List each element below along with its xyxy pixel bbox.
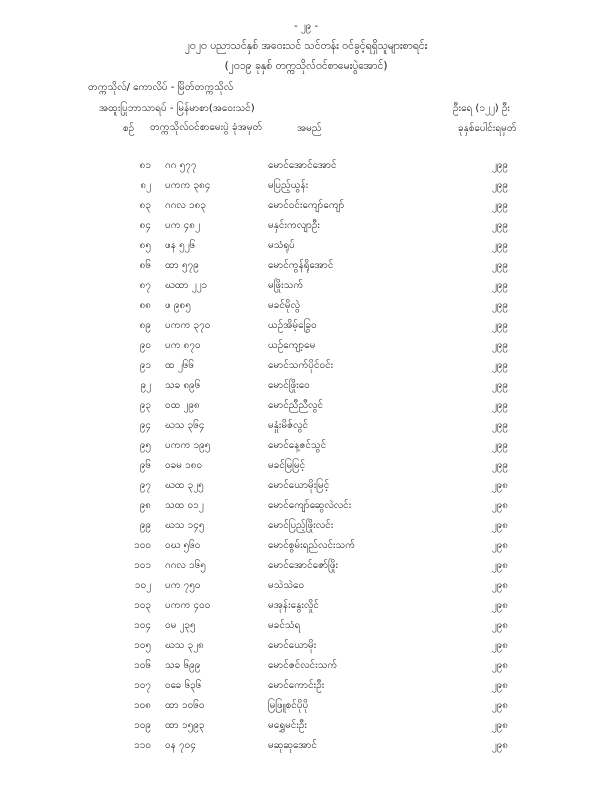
student-name: မောင်ဇင်လင်းသက် bbox=[268, 660, 338, 671]
table-row bbox=[0, 638, 612, 658]
row-number: ၁၀၃ bbox=[134, 600, 151, 611]
table-row bbox=[0, 738, 612, 758]
row-number: ၁၀၁ bbox=[134, 560, 151, 571]
table-row bbox=[0, 158, 612, 178]
roll-number: ပက ၄၈၂ bbox=[165, 220, 200, 231]
row-number: ၈၁ bbox=[139, 160, 151, 171]
student-name: မောင်ကွန်ရိုအောင် bbox=[268, 260, 334, 271]
marks: ၂၉၉ bbox=[491, 240, 508, 251]
student-name: မခင်မိုလွဲ bbox=[268, 300, 300, 311]
marks: ၂၉၈ bbox=[491, 620, 508, 631]
student-name: မဆုဆုအောင် bbox=[268, 740, 317, 751]
table-row bbox=[0, 318, 612, 338]
table-row bbox=[0, 198, 612, 218]
row-number: ၁၀၉ bbox=[134, 720, 151, 731]
marks: ၂၉၉ bbox=[491, 320, 508, 331]
table-row bbox=[0, 558, 612, 578]
student-name: မအုန်းနွေးလှိုင် bbox=[268, 600, 319, 611]
table-row bbox=[0, 338, 612, 358]
row-number: ၉၀ bbox=[139, 340, 151, 351]
student-table bbox=[0, 158, 612, 758]
student-name: မောင်နေ့ဇင်သွင် bbox=[268, 440, 327, 451]
table-row bbox=[0, 378, 612, 398]
roll-number: ဖ ၉၈၅ bbox=[165, 300, 191, 311]
table-row bbox=[0, 698, 612, 718]
table-row bbox=[0, 418, 612, 438]
table-row bbox=[0, 538, 612, 558]
marks: ၂၉၉ bbox=[491, 260, 508, 271]
roll-number: သခ ၈၉၆ bbox=[165, 380, 201, 391]
column-header-roll-number: တက္ကသိုလ်ဝင်စာမေးပွဲ ခုံအမှတ် bbox=[150, 122, 263, 133]
row-number: ၈၂ bbox=[140, 180, 151, 191]
table-row bbox=[0, 518, 612, 538]
student-name: မောင်သက်ပိုင်ဝင်း bbox=[268, 360, 334, 371]
roll-number: ဝခေ ၆၃၆ bbox=[165, 680, 202, 691]
row-number: ၁၀၈ bbox=[134, 700, 151, 711]
student-name: မသံရုပ် bbox=[268, 240, 295, 251]
roll-number: ဝမ ၂၃၅ bbox=[165, 620, 196, 631]
major-subject-label: အထူးပြုဘာသာရပ် - မြန်မာစာ(အဝေးသင်) bbox=[99, 103, 255, 114]
row-number: ၈၅ bbox=[139, 240, 151, 251]
marks: ၂၉၉ bbox=[491, 300, 508, 311]
marks: ၂၉၉ bbox=[491, 400, 508, 411]
student-name: မနှင်းကလျာဦး bbox=[268, 220, 320, 231]
table-row bbox=[0, 278, 612, 298]
marks: ၂၉၈ bbox=[491, 700, 508, 711]
row-number: ၉၂ bbox=[140, 380, 151, 391]
row-number: ၉၉ bbox=[139, 520, 151, 531]
roll-number: ဂဂလ ၁၆၅ bbox=[165, 560, 206, 571]
roll-number: ပကက ၃၈၄ bbox=[165, 180, 211, 191]
table-row bbox=[0, 398, 612, 418]
row-number: ၈၄ bbox=[139, 220, 151, 231]
student-name: မဖြိုးသက် bbox=[268, 280, 304, 291]
table-row bbox=[0, 678, 612, 698]
row-number: ၈၃ bbox=[139, 200, 151, 211]
row-number: ၉၄ bbox=[139, 420, 151, 431]
roll-number: ပကက ၄၀၀ bbox=[165, 600, 211, 611]
marks: ၂၉၈ bbox=[491, 640, 508, 651]
roll-number: ပကက ၁၉၅ bbox=[165, 440, 211, 451]
roll-number: ဂဂ ၅၇၇ bbox=[165, 160, 197, 171]
student-name: မြဖြူစင်ပိုပို bbox=[268, 700, 309, 711]
student-name: မောင်ဝင်းကျော်ကျော် bbox=[268, 200, 345, 211]
marks: ၂၉၈ bbox=[491, 560, 508, 571]
document-title: ၂၀၂၀ ပညာသင်နှစ် အဝေးသင် သင်တန်း ဝင်ခွင့်ရရှိသူများစာရင်း bbox=[184, 40, 428, 52]
marks: ၂၉၉ bbox=[491, 440, 508, 451]
marks: ၂၉၉ bbox=[491, 380, 508, 391]
table-row bbox=[0, 298, 612, 318]
row-number: ၈၇ bbox=[139, 280, 151, 291]
roll-number: ထာ ၁၀၆၀ bbox=[165, 700, 205, 711]
roll-number: ဃသ ၃၂၈ bbox=[165, 640, 204, 651]
marks: ၂၉၉ bbox=[491, 460, 508, 471]
roll-number: ဝထ ၂၉၈ bbox=[165, 400, 200, 411]
roll-number: ဃထာ ၂၂၁ bbox=[165, 280, 208, 291]
roll-number: ဃထ ၃၂၅ bbox=[165, 480, 204, 491]
page-number: - ၂၉ - bbox=[293, 21, 319, 32]
roll-number: ဃသ ၃၆၄ bbox=[165, 420, 205, 431]
row-number: ၉၃ bbox=[139, 400, 151, 411]
roll-number: ပကက ၃၇၀ bbox=[165, 320, 211, 331]
student-name: မောင်အောင်အောင် bbox=[268, 160, 337, 171]
student-name: မခင်သံရ bbox=[268, 620, 301, 631]
row-number: ၈၉ bbox=[139, 320, 151, 331]
column-header-no: စဉ် bbox=[123, 123, 135, 134]
marks: ၂၉၉ bbox=[491, 180, 508, 191]
roll-number: ထာ ၁၅၉၃ bbox=[165, 720, 205, 731]
roll-number: ပက ၈၇၀ bbox=[165, 340, 201, 351]
student-name: မောင်အောင်ဇော်ဖြိုး bbox=[268, 560, 339, 571]
student-name: မောင်စွမ်းရည်လင်းသက် bbox=[268, 540, 356, 551]
student-name: မောင်ဖြိုးဝေ bbox=[268, 380, 310, 391]
row-number: ၁၀၂ bbox=[134, 580, 151, 591]
marks: ၂၉၉ bbox=[491, 220, 508, 231]
marks: ၂၉၉ bbox=[491, 360, 508, 371]
student-name: မောင်ကျော်ဆွေလဲလင်း bbox=[268, 500, 352, 511]
student-name: ယဉ်ကျော့မေ bbox=[268, 340, 316, 351]
marks: ၂၉၈ bbox=[491, 520, 508, 531]
student-name: မရွှေမင်းဦး bbox=[268, 720, 307, 731]
student-count: ဦးရေ (၁၂၂) ဦး bbox=[453, 103, 510, 114]
row-number: ၈၆ bbox=[139, 260, 151, 271]
document-subtitle: (၂၀၁၉ ခုနှစ် တက္ကသိုလ်ဝင်စာမေးပွဲအောင်) bbox=[224, 60, 388, 72]
row-number: ၁၀၇ bbox=[134, 680, 151, 691]
marks: ၂၉၉ bbox=[491, 340, 508, 351]
marks: ၂၉၈ bbox=[491, 580, 508, 591]
student-name: ယဉ်အိမ့်ခြွေဝ bbox=[268, 320, 317, 331]
roll-number: ထ ၂၆၆ bbox=[165, 360, 195, 371]
student-name: မခင်မြမြင့် bbox=[268, 460, 306, 471]
marks: ၂၉၈ bbox=[491, 480, 508, 491]
student-name: မနှုံးမိဇ်လွင် bbox=[268, 420, 308, 431]
marks: ၂၉၈ bbox=[491, 660, 508, 671]
row-number: ၁၀၀ bbox=[134, 540, 151, 551]
table-row bbox=[0, 238, 612, 258]
row-number: ၁၀၅ bbox=[134, 640, 151, 651]
marks: ၂၉၈ bbox=[491, 600, 508, 611]
student-name: မောင်ပြည့်ဖြိုးလင်း bbox=[268, 520, 334, 531]
marks: ၂၉၉ bbox=[491, 280, 508, 291]
university-label: တက္ကသိုလ်/ ကောလိပ် - မြိတ်တက္ကသိုလ် bbox=[88, 82, 234, 93]
column-header-name: အမည် bbox=[297, 123, 322, 134]
student-name: မောင်ကောင်းဦး bbox=[268, 680, 325, 691]
row-number: ၁၀၄ bbox=[134, 620, 151, 631]
marks: ၂၉၈ bbox=[491, 680, 508, 691]
table-row bbox=[0, 438, 612, 458]
roll-number: ဝန ၇၀၄ bbox=[165, 740, 196, 751]
table-row bbox=[0, 478, 612, 498]
table-row bbox=[0, 358, 612, 378]
table-row bbox=[0, 658, 612, 678]
roll-number: သခ ၆၉၉ bbox=[165, 660, 201, 671]
column-header-marks: ခုနှစ်ပေါင်းရမှတ် bbox=[458, 123, 517, 134]
table-row bbox=[0, 178, 612, 198]
table-row bbox=[0, 598, 612, 618]
table-row bbox=[0, 218, 612, 238]
table-row bbox=[0, 458, 612, 478]
table-row bbox=[0, 618, 612, 638]
table-row bbox=[0, 258, 612, 278]
row-number: ၉၁ bbox=[139, 360, 151, 371]
roll-number: သထ ၀၁၂ bbox=[165, 500, 204, 511]
row-number: ၉၇ bbox=[139, 480, 151, 491]
table-row bbox=[0, 718, 612, 738]
student-name: မောင်ညီညီလွင် bbox=[268, 400, 324, 411]
student-name: မပြည့်ယွန်း bbox=[268, 180, 309, 191]
marks: ၂၉၈ bbox=[491, 540, 508, 551]
marks: ၂၉၉ bbox=[491, 200, 508, 211]
row-number: ၈၈ bbox=[139, 300, 151, 311]
roll-number: ဃသ ၁၄၅ bbox=[165, 520, 205, 531]
student-name: မောင်ယောမိုး bbox=[268, 640, 317, 651]
row-number: ၉၆ bbox=[139, 460, 151, 471]
marks: ၂၉၈ bbox=[491, 740, 508, 751]
roll-number: ဝခမ ၁၈၀ bbox=[165, 460, 203, 471]
student-name: မောင်ယောမိုးမြင့် bbox=[268, 480, 330, 491]
row-number: ၉၈ bbox=[139, 500, 151, 511]
marks: ၂၉၈ bbox=[491, 720, 508, 731]
roll-number: ဂဂလ ၁၈၃ bbox=[165, 200, 206, 211]
roll-number: ဝဃ ၅၆၀ bbox=[165, 540, 201, 551]
row-number: ၁၀၆ bbox=[134, 660, 151, 671]
roll-number: ဖန ၅၂၆ bbox=[165, 240, 196, 251]
marks: ၂၉၉ bbox=[491, 160, 508, 171]
row-number: ၁၁၀ bbox=[134, 740, 151, 751]
roll-number: ပက ၇၅၀ bbox=[165, 580, 201, 591]
table-row bbox=[0, 578, 612, 598]
marks: ၂၉၉ bbox=[491, 420, 508, 431]
student-name: မသဲသဲဝေ bbox=[268, 580, 305, 591]
roll-number: ထာ ၅၇၉ bbox=[165, 260, 199, 271]
row-number: ၉၅ bbox=[139, 440, 151, 451]
marks: ၂၉၈ bbox=[491, 500, 508, 511]
table-row bbox=[0, 498, 612, 518]
